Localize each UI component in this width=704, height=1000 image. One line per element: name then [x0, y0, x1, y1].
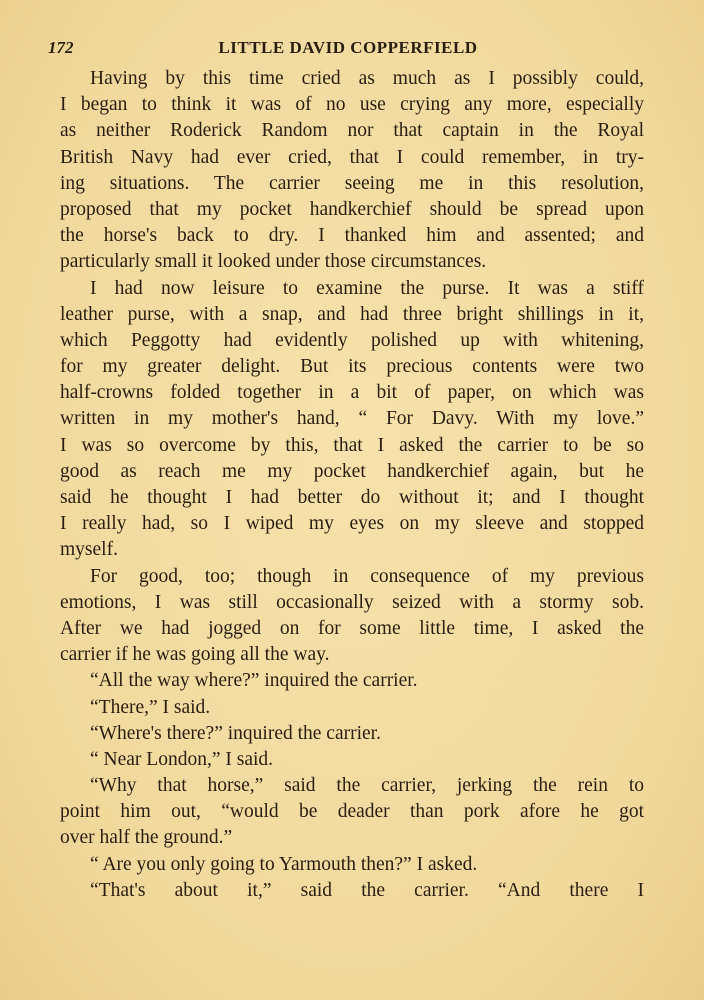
text-line: “Why that horse,” said the carrier, jerking the rein to: [90, 775, 644, 797]
text-line: “ Near London,” I said.: [90, 748, 274, 770]
text-line: good as reach me my pocket handkerchief again, but he: [60, 460, 644, 482]
text-line: After we had jogged on for some little time, I asked the: [60, 617, 644, 639]
text-line: Having by this time cried as much as I possibly could,: [90, 68, 644, 89]
body-text: [60, 66, 644, 904]
text-line: “Where's there?” inquired the carrier.: [90, 722, 381, 744]
text-line: proposed that my pocket handkerchief should be spread upon: [60, 198, 644, 220]
running-header: [48, 38, 648, 62]
text-line: over half the ground.”: [60, 827, 233, 849]
text-line: as neither Roderick Random nor that captain in the Royal: [60, 120, 644, 142]
text-line: I was so overcome by this, that I asked the carrier to be so: [60, 434, 644, 456]
text-line: said he thought I had better do without it; and I thought: [60, 487, 644, 508]
text-line: half-crowns folded together in a bit of paper, on which was: [60, 382, 644, 404]
text-line: British Navy had ever cried, that I could remember, in try-: [60, 146, 644, 168]
text-line: I began to think it was of no use crying any more, especially: [60, 94, 644, 116]
page-number: 172: [48, 38, 74, 57]
text-line: leather purse, with a snap, and had three bright shillings in it,: [60, 303, 644, 325]
text-line: I had now leisure to examine the purse. It was a stiff: [90, 277, 644, 299]
text-line: I really had, so I wiped my eyes on my sleeve and stopped: [60, 513, 644, 535]
text-line: emotions, I was still occasionally seized with a stormy sob.: [60, 591, 644, 613]
running-title: LITTLE DAVID COPPERFIELD: [218, 38, 478, 57]
text-line: For good, too; though in consequence of my previous: [90, 565, 644, 587]
text-line: point him out, “would be deader than pork afore he got: [60, 801, 644, 823]
text-line: ing situations. The carrier seeing me in this resolution,: [60, 172, 644, 194]
text-line: “There,” I said.: [90, 696, 211, 718]
text-line: myself.: [60, 539, 118, 561]
text-line: “All the way where?” inquired the carrier.: [90, 670, 418, 692]
text-line: particularly small it looked under those circumstances.: [60, 251, 487, 273]
text-line: “ Are you only going to Yarmouth then?” I asked.: [90, 853, 478, 875]
text-line: for my greater delight. But its precious contents were two: [60, 356, 644, 378]
text-line: written in my mother's hand, “ For Davy. With my love.”: [60, 408, 644, 430]
text-line: carrier if he was going all the way.: [60, 644, 330, 666]
text-line: which Peggotty had evidently polished up with whitening,: [60, 329, 644, 351]
text-line: the horse's back to dry. I thanked him and assented; and: [60, 225, 644, 247]
text-line: “That's about it,” said the carrier. “And there I: [90, 879, 644, 901]
